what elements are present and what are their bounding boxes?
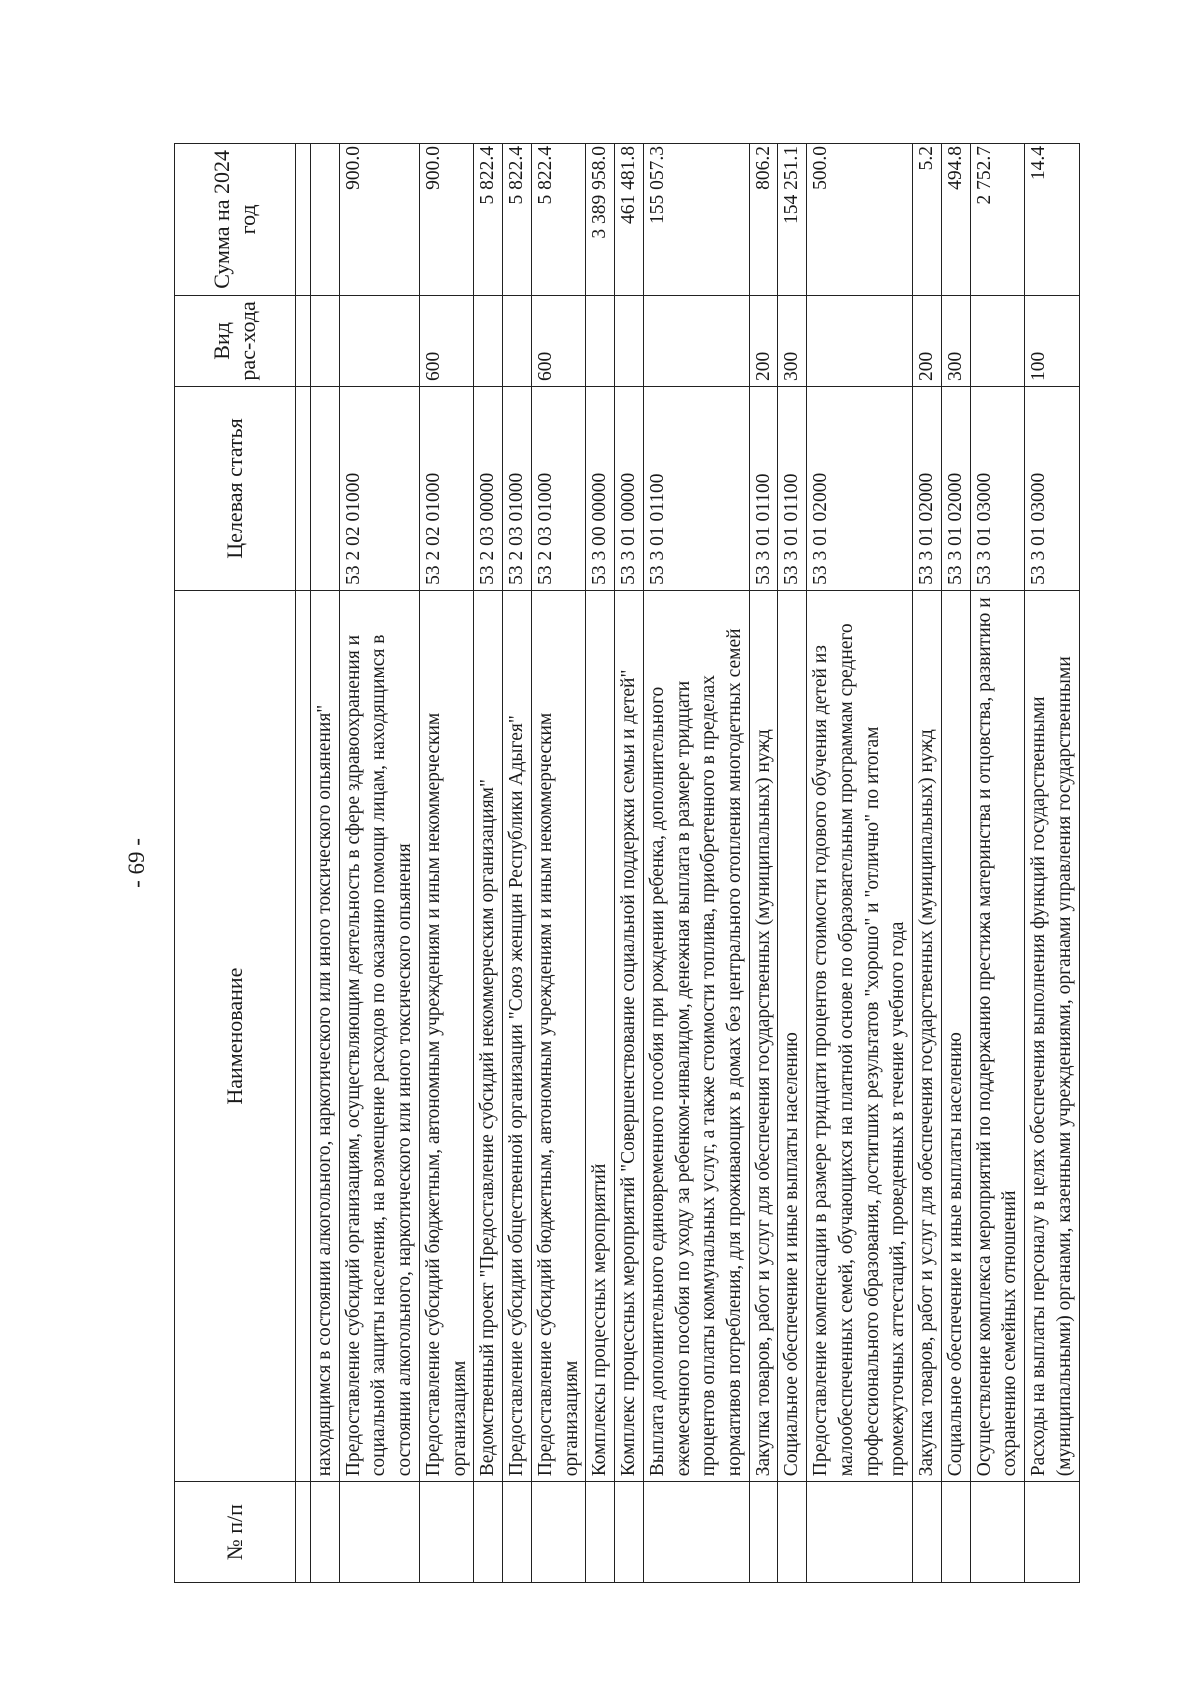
cell-name: Предоставление субсидии общественной организации "Союз женщин Республики Адыгея" — [503, 590, 532, 1481]
cell-name: Расходы на выплаты персоналу в целях обеспечения выполнения функций государственными (муниципальными) органами, казенными учреждениями, органами управления государственными — [1025, 590, 1079, 1481]
cell-num — [913, 1482, 942, 1583]
cell-vid: 600 — [531, 295, 585, 386]
cell-code: 53 2 02 01000 — [419, 387, 473, 591]
cell-sum: 5 822.4 — [503, 144, 532, 296]
cell-sum: 5 822.4 — [474, 144, 503, 296]
cell-sum: 154 251.1 — [778, 144, 807, 296]
cell-num — [643, 1482, 749, 1583]
table-row — [586, 144, 615, 1583]
cell-vid — [615, 295, 644, 386]
cell-code: 53 2 02 01000 — [339, 387, 419, 591]
cell-vid: 300 — [941, 295, 970, 386]
cell-name: Социальное обеспечение и иные выплаты населению — [778, 590, 807, 1481]
cell-num — [474, 1482, 503, 1583]
header-spacer-row — [296, 144, 311, 1583]
cell-name: Осуществление комплекса мероприятий по поддержанию престижа материнства и отцовства, развитию и сохранению семейных отношений — [970, 590, 1024, 1481]
cell-code: 53 3 01 02000 — [941, 387, 970, 591]
table-row — [778, 144, 807, 1583]
table-body — [311, 144, 1080, 1583]
cell-code: 53 3 01 01100 — [749, 387, 778, 591]
table-row — [474, 144, 503, 1583]
cell-sum: 5 822.4 — [531, 144, 585, 296]
cell-vid — [970, 295, 1024, 386]
cell-num — [531, 1482, 585, 1583]
cell-name: Предоставление компенсации в размере тридцати процентов стоимости годового обучения детей из малообеспеченных семей, обучающихся на платной основе по образовательным программам среднего профессионального образования, достигших результатов "хорошо" и "отлично" по итогам промежуточных аттестаций, проведенных в течение учебного года — [807, 590, 913, 1481]
cell-num — [749, 1482, 778, 1583]
cell-vid — [474, 295, 503, 386]
cell-code: 53 3 01 02000 — [913, 387, 942, 591]
header-code: Целевая статья — [175, 387, 296, 591]
cell-sum: 3 389 958.0 — [586, 144, 615, 296]
cell-sum: 500.0 — [807, 144, 913, 296]
cell-name: Закупка товаров, работ и услуг для обеспечения государственных (муниципальных) нужд — [913, 590, 942, 1481]
cell-sum: 2 752.7 — [970, 144, 1024, 296]
header-num: № п/п — [175, 1482, 296, 1583]
cell-vid — [503, 295, 532, 386]
cell-num — [419, 1482, 473, 1583]
table-row — [339, 144, 419, 1583]
cell-code: 53 3 01 02000 — [807, 387, 913, 591]
cell-sum: 461 481.8 — [615, 144, 644, 296]
cell-code: 53 2 03 01000 — [531, 387, 585, 591]
table-row — [419, 144, 473, 1583]
table-row — [531, 144, 585, 1583]
cell-num — [970, 1482, 1024, 1583]
cell-code: 53 3 00 00000 — [586, 387, 615, 591]
cell-code — [311, 387, 340, 591]
cell-code: 53 3 01 00000 — [615, 387, 644, 591]
cell-name: Ведомственный проект "Предоставление субсидий некоммерческим организациям" — [474, 590, 503, 1481]
table-row — [503, 144, 532, 1583]
rotated-content — [117, 143, 1075, 1583]
table-row — [970, 144, 1024, 1583]
cell-sum: 806.2 — [749, 144, 778, 296]
header-name: Наименование — [175, 590, 296, 1481]
table-row — [615, 144, 644, 1583]
table-row — [749, 144, 778, 1583]
cell-vid: 200 — [749, 295, 778, 386]
cell-num — [615, 1482, 644, 1583]
cell-code: 53 2 03 01000 — [503, 387, 532, 591]
cell-vid — [311, 295, 340, 386]
cell-sum: 900.0 — [419, 144, 473, 296]
cell-sum: 155 057.3 — [643, 144, 749, 296]
cell-name: Комплекс процессных мероприятий "Совершенствование социальной поддержки семьи и детей" — [615, 590, 644, 1481]
cell-sum: 494.8 — [941, 144, 970, 296]
cell-sum: 5.2 — [913, 144, 942, 296]
cell-sum: 14.4 — [1025, 144, 1079, 296]
cell-code: 53 3 01 01100 — [643, 387, 749, 591]
cell-num — [1025, 1482, 1079, 1583]
cell-name: Закупка товаров, работ и услуг для обеспечения государственных (муниципальных) нужд — [749, 590, 778, 1481]
cell-code: 53 2 03 00000 — [474, 387, 503, 591]
table-header-row — [175, 144, 296, 1583]
cell-num — [941, 1482, 970, 1583]
cell-num — [503, 1482, 532, 1583]
page-number: - 69 - — [124, 838, 149, 888]
cell-vid: 600 — [419, 295, 473, 386]
cell-sum — [311, 144, 340, 296]
cell-vid — [339, 295, 419, 386]
table-row — [643, 144, 749, 1583]
table-row — [807, 144, 913, 1583]
cell-name: Предоставление субсидий бюджетным, автономным учреждениям и иным некоммерческим организациям — [531, 590, 585, 1481]
cell-vid: 300 — [778, 295, 807, 386]
cell-vid — [643, 295, 749, 386]
header-sum: Сумма на 2024 год — [175, 144, 296, 296]
budget-table — [174, 143, 1080, 1583]
table-row — [311, 144, 340, 1583]
cell-vid: 200 — [913, 295, 942, 386]
cell-name: находящимся в состоянии алкогольного, наркотического или иного токсического опьянения" — [311, 590, 340, 1481]
cell-num — [311, 1482, 340, 1583]
cell-num — [778, 1482, 807, 1583]
header-vid: Вид рас-хода — [175, 295, 296, 386]
cell-vid — [586, 295, 615, 386]
cell-name: Предоставление субсидий бюджетным, автономным учреждениям и иным некоммерческим организациям — [419, 590, 473, 1481]
cell-num — [807, 1482, 913, 1583]
cell-num — [586, 1482, 615, 1583]
table-row — [1025, 144, 1079, 1583]
cell-vid — [807, 295, 913, 386]
table-row — [913, 144, 942, 1583]
table-row — [941, 144, 970, 1583]
cell-name: Выплата дополнительного единовременного пособия при рождении ребенка, дополнительного ежемесячного пособия по уходу за ребенком-инвалидом, денежная выплата в размере тридцати процентов оплаты коммунальных услуг, а также стоимости топлива, приобретенного в пределах нормативов потребления, для проживающих в домах без центрального отопления многодетных семей — [643, 590, 749, 1481]
cell-code: 53 3 01 01100 — [778, 387, 807, 591]
cell-name: Предоставление субсидий организациям, осуществляющим деятельность в сфере здравоохранения и социальной защиты населения, на возмещение расходов по оказанию помощи лицам, находящимся в состоянии алкогольного, наркотического или иного токсического опьянения — [339, 590, 419, 1481]
cell-sum: 900.0 — [339, 144, 419, 296]
cell-num — [339, 1482, 419, 1583]
cell-name: Комплексы процессных мероприятий — [586, 590, 615, 1481]
cell-code: 53 3 01 03000 — [1025, 387, 1079, 591]
cell-code: 53 3 01 03000 — [970, 387, 1024, 591]
cell-vid: 100 — [1025, 295, 1079, 386]
cell-name: Социальное обеспечение и иные выплаты населению — [941, 590, 970, 1481]
